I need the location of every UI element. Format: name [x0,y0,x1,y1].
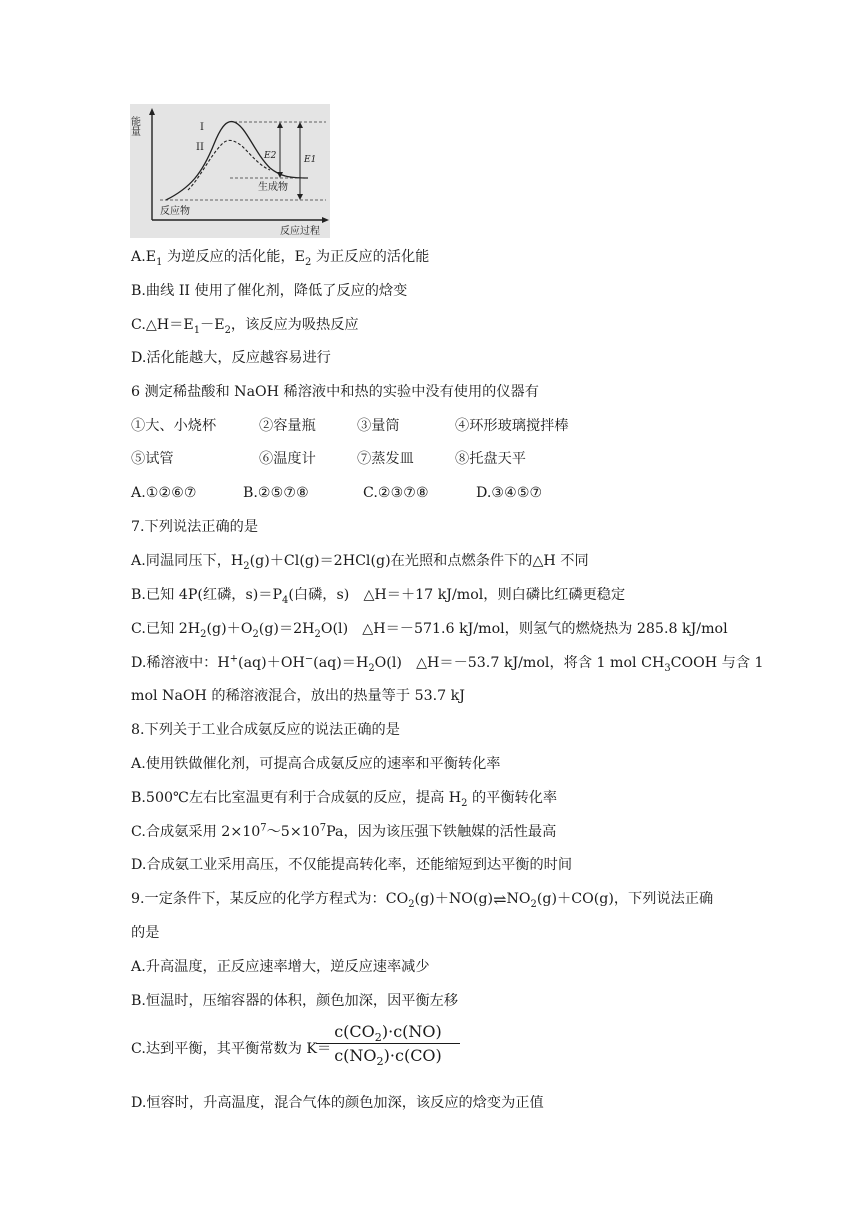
q7-option-a: A.同温同压下，$H_2(g)+Cl(g)=2HCl(g)$在光照和点燃条件下的△H 不同 [131,553,589,572]
q6-item-2: ②容量瓶 [259,418,316,434]
equilibrium-constant-fraction [314,1022,462,1069]
x-axis-arrow-icon [322,217,329,223]
q9-option-b: B.恒温时，压缩容器的体积，颜色加深，因平衡左移 [131,993,459,1009]
q9-option-a: A.升高温度，正反应速率增大，逆反应速率减少 [131,959,430,975]
q8-option-d: D.合成氨工业采用高压，不仅能提高转化率，还能缩短到达平衡的时间 [131,857,573,873]
q6-option-a: A.①②⑥⑦ [131,485,197,501]
curve-I-label: I [200,122,204,133]
e2-arrow-up-icon [277,122,283,128]
q7-option-c: C.已知 $2H_2(g)+O_2(g)=2H_2O(l)$ △H＝－571.6 kJ/mol，则氢气的燃烧热为 285.8 kJ/mol [131,621,728,640]
q5-option-b: B.曲线 II 使用了催化剂，降低了反应的焓变 [131,283,408,299]
reactant-label: 反应物 [160,206,190,217]
equilibrium-arrow-icon: ⇌ [493,890,507,909]
q9-stem: 9.一定条件下，某反应的化学方程式为：$CO_2(g)+NO(g)\rightleftharpoons NO_2(g)+CO(g)$，下列说法正确 [131,890,714,910]
fraction-numerator: $c(CO_2)\cdot c(NO)$ [334,1022,442,1045]
q9-option-c: C.达到平衡，其平衡常数为 K＝ [131,1041,332,1057]
q6-item-8: ⑧托盘天平 [455,451,526,467]
q6-item-3: ③量筒 [357,418,400,434]
q7-option-d-line2: mol NaOH 的稀溶液混合，放出的热量等于 53.7 kJ [131,688,465,704]
product-label: 生成物 [258,182,288,193]
y-axis-arrow-icon [149,108,155,115]
q8-option-a: A.使用铁做催化剂，可提高合成氨反应的速率和平衡转化率 [131,756,501,772]
q8-option-b: B.500℃左右比室温更有利于合成氨的反应，提高 $H_2$ 的平衡转化率 [131,790,558,809]
e1-arrow-down-icon [297,194,303,200]
q8-option-c: C.合成氨采用 $2\times 10^7\sim 5\times 10^7Pa$，因为该压强下铁触媒的活性最高 [131,822,557,840]
fraction-denominator: $c(NO_2)\cdot c(CO)$ [334,1046,442,1069]
q6-item-4: ④环形玻璃搅拌棒 [455,418,569,434]
q6-option-c: C.②③⑦⑧ [363,485,429,501]
q6-item-5: ⑤试管 [131,451,174,467]
q6-item-6: ⑥温度计 [259,451,316,467]
y-axis-label: 能量 [128,116,140,136]
q6-item-7: ⑦蒸发皿 [357,451,414,467]
q6-stem: 6 测定稀盐酸和 NaOH 稀溶液中和热的实验中没有使用的仪器有 [131,384,539,400]
energy-diagram [130,104,330,238]
energy-diagram-svg [130,104,330,238]
q7-option-d: D.稀溶液中：$H^+(aq)+OH^-(aq)=H_2O(l)$ △H＝－53.7 kJ/mol，将含 1 mol $CH_3COOH$ 与含 1 [131,653,764,674]
q5-option-a: $A.E_1$ 为逆反应的活化能，$E_2$ 为正反应的活化能 [131,249,430,268]
q5-option-c: $C.\triangle H=E_1-E_2$，该反应为吸热反应 [131,317,359,336]
q5-option-d: D.活化能越大，反应越容易进行 [131,350,331,366]
e1-arrow-up-icon [297,122,303,128]
q6-option-d: D.③④⑤⑦ [476,485,543,501]
e2-label: E2 [264,151,277,161]
curve-II-label: II [196,142,204,153]
q9-stem-line2: 的是 [131,925,160,941]
q8-stem: 8.下列关于工业合成氨反应的说法正确的是 [131,722,400,738]
x-axis-label: 反应过程 [280,226,320,237]
q7-option-b: B.已知 4P(红磷，$s)=P_4$(白磷，s) △H＝＋17 kJ/mol，则白磷比红磷更稳定 [131,587,626,606]
q9-option-d: D.恒容时，升高温度，混合气体的颜色加深，该反应的焓变为正值 [131,1095,544,1111]
e1-label: E1 [304,155,317,165]
q7-stem: 7.下列说法正确的是 [131,519,259,535]
q6-option-b: B.②⑤⑦⑧ [243,485,309,501]
q6-item-1: ①大、小烧杯 [131,418,217,434]
